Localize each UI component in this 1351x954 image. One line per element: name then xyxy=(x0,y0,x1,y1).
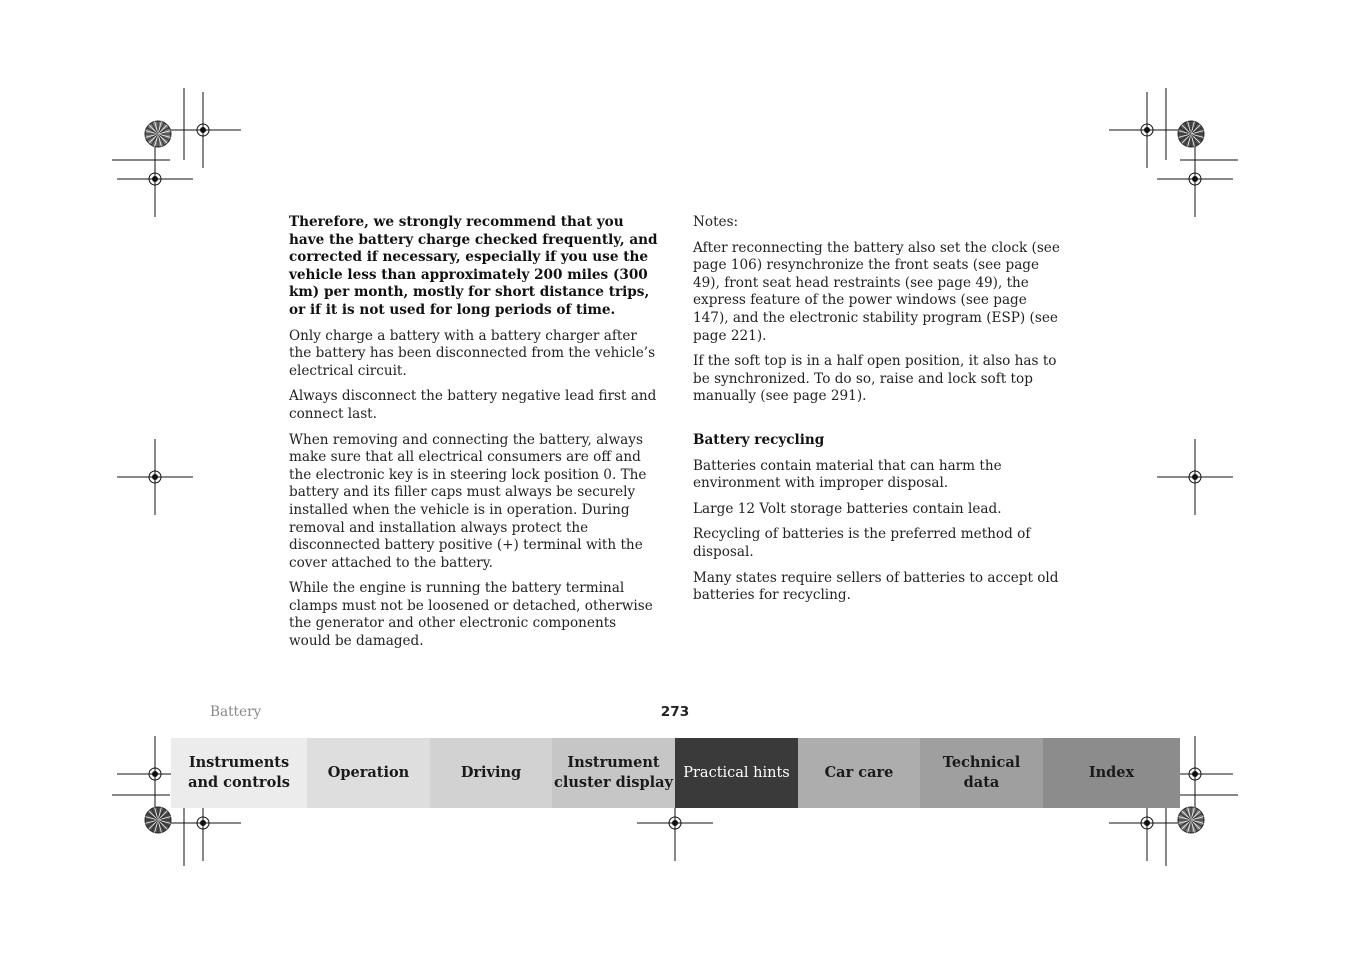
crosshair-mark xyxy=(1157,439,1233,515)
crosshair-mark xyxy=(1109,92,1185,168)
body-paragraph: When removing and connecting the battery, always make sure that all electrical consumers are off and the electronic key is in steering lock position 0. The battery and its filler caps must always be securely installed when the vehicle is in operation. During removal and installation always protect the disconnected battery positive (+) terminal with the cover attached to the battery. xyxy=(289,431,647,571)
color-rosette-mark xyxy=(145,807,171,833)
color-rosette-mark xyxy=(145,121,171,147)
tab-driving[interactable]: Driving xyxy=(430,738,552,808)
section-heading: Battery recycling xyxy=(693,431,825,448)
crosshair-mark xyxy=(165,92,241,168)
note-paragraph: If the soft top is in a half open position, it also has to be synchronized. To do so, raise and lock soft top manually (see page 291). xyxy=(693,353,1057,405)
body-paragraph: Batteries contain material that can harm the environment with improper disposal. xyxy=(693,457,1002,492)
tab-instrument-cluster-display[interactable]: Instrument cluster display xyxy=(552,738,675,808)
color-rosette-mark xyxy=(1178,121,1204,147)
body-paragraph: Many states require sellers of batteries to accept old batteries for recycling. xyxy=(693,569,1059,604)
tab-index[interactable]: Index xyxy=(1043,738,1180,808)
crosshair-mark xyxy=(117,439,193,515)
body-paragraph: Only charge a battery with a battery charger after the battery has been disconnected from the vehicle’s electrical circuit. xyxy=(289,327,656,379)
tab-technical-data[interactable]: Technical data xyxy=(920,738,1043,808)
body-paragraph: Always disconnect the battery negative lead first and connect last. xyxy=(289,388,657,422)
left-column xyxy=(289,214,659,659)
note-paragraph: After reconnecting the battery also set the clock (see page 106) resynchronize the front seats (see page 49), front seat head restraints (see page 49), the express feature of the power windows (see page 147), and the electronic stability program (ESP) (see page 221). xyxy=(693,239,1060,344)
chapter-tab-bar xyxy=(171,738,1180,808)
notes-label: Notes: xyxy=(693,214,739,230)
right-column xyxy=(693,214,1063,613)
footer-section-title: Battery xyxy=(210,704,262,720)
tab-practical-hints[interactable]: Practical hints xyxy=(675,738,798,808)
body-paragraph: While the engine is running the battery terminal clamps must not be loosened or detached, otherwise the generator and other electronic components would be damaged. xyxy=(289,580,653,650)
body-paragraph: Recycling of batteries is the preferred method of disposal. xyxy=(693,526,1031,560)
crosshair-mark xyxy=(117,141,193,217)
tab-car-care[interactable]: Car care xyxy=(798,738,920,808)
page-number: 273 xyxy=(660,704,690,720)
body-paragraph: Large 12 Volt storage batteries contain lead. xyxy=(693,500,1002,517)
bold-warning-paragraph: Therefore, we strongly recommend that you have the battery charge checked frequently, and corrected if necessary, especially if you use the vehicle less than approximately 200 miles (300 km) per month, mostly for short distance trips, or if it is not used for long periods of time. xyxy=(289,214,658,318)
crosshair-mark xyxy=(1157,141,1233,217)
color-rosette-mark xyxy=(1178,807,1204,833)
tab-operation[interactable]: Operation xyxy=(307,738,430,808)
tab-instruments-and-controls[interactable]: Instruments and controls xyxy=(171,738,307,808)
